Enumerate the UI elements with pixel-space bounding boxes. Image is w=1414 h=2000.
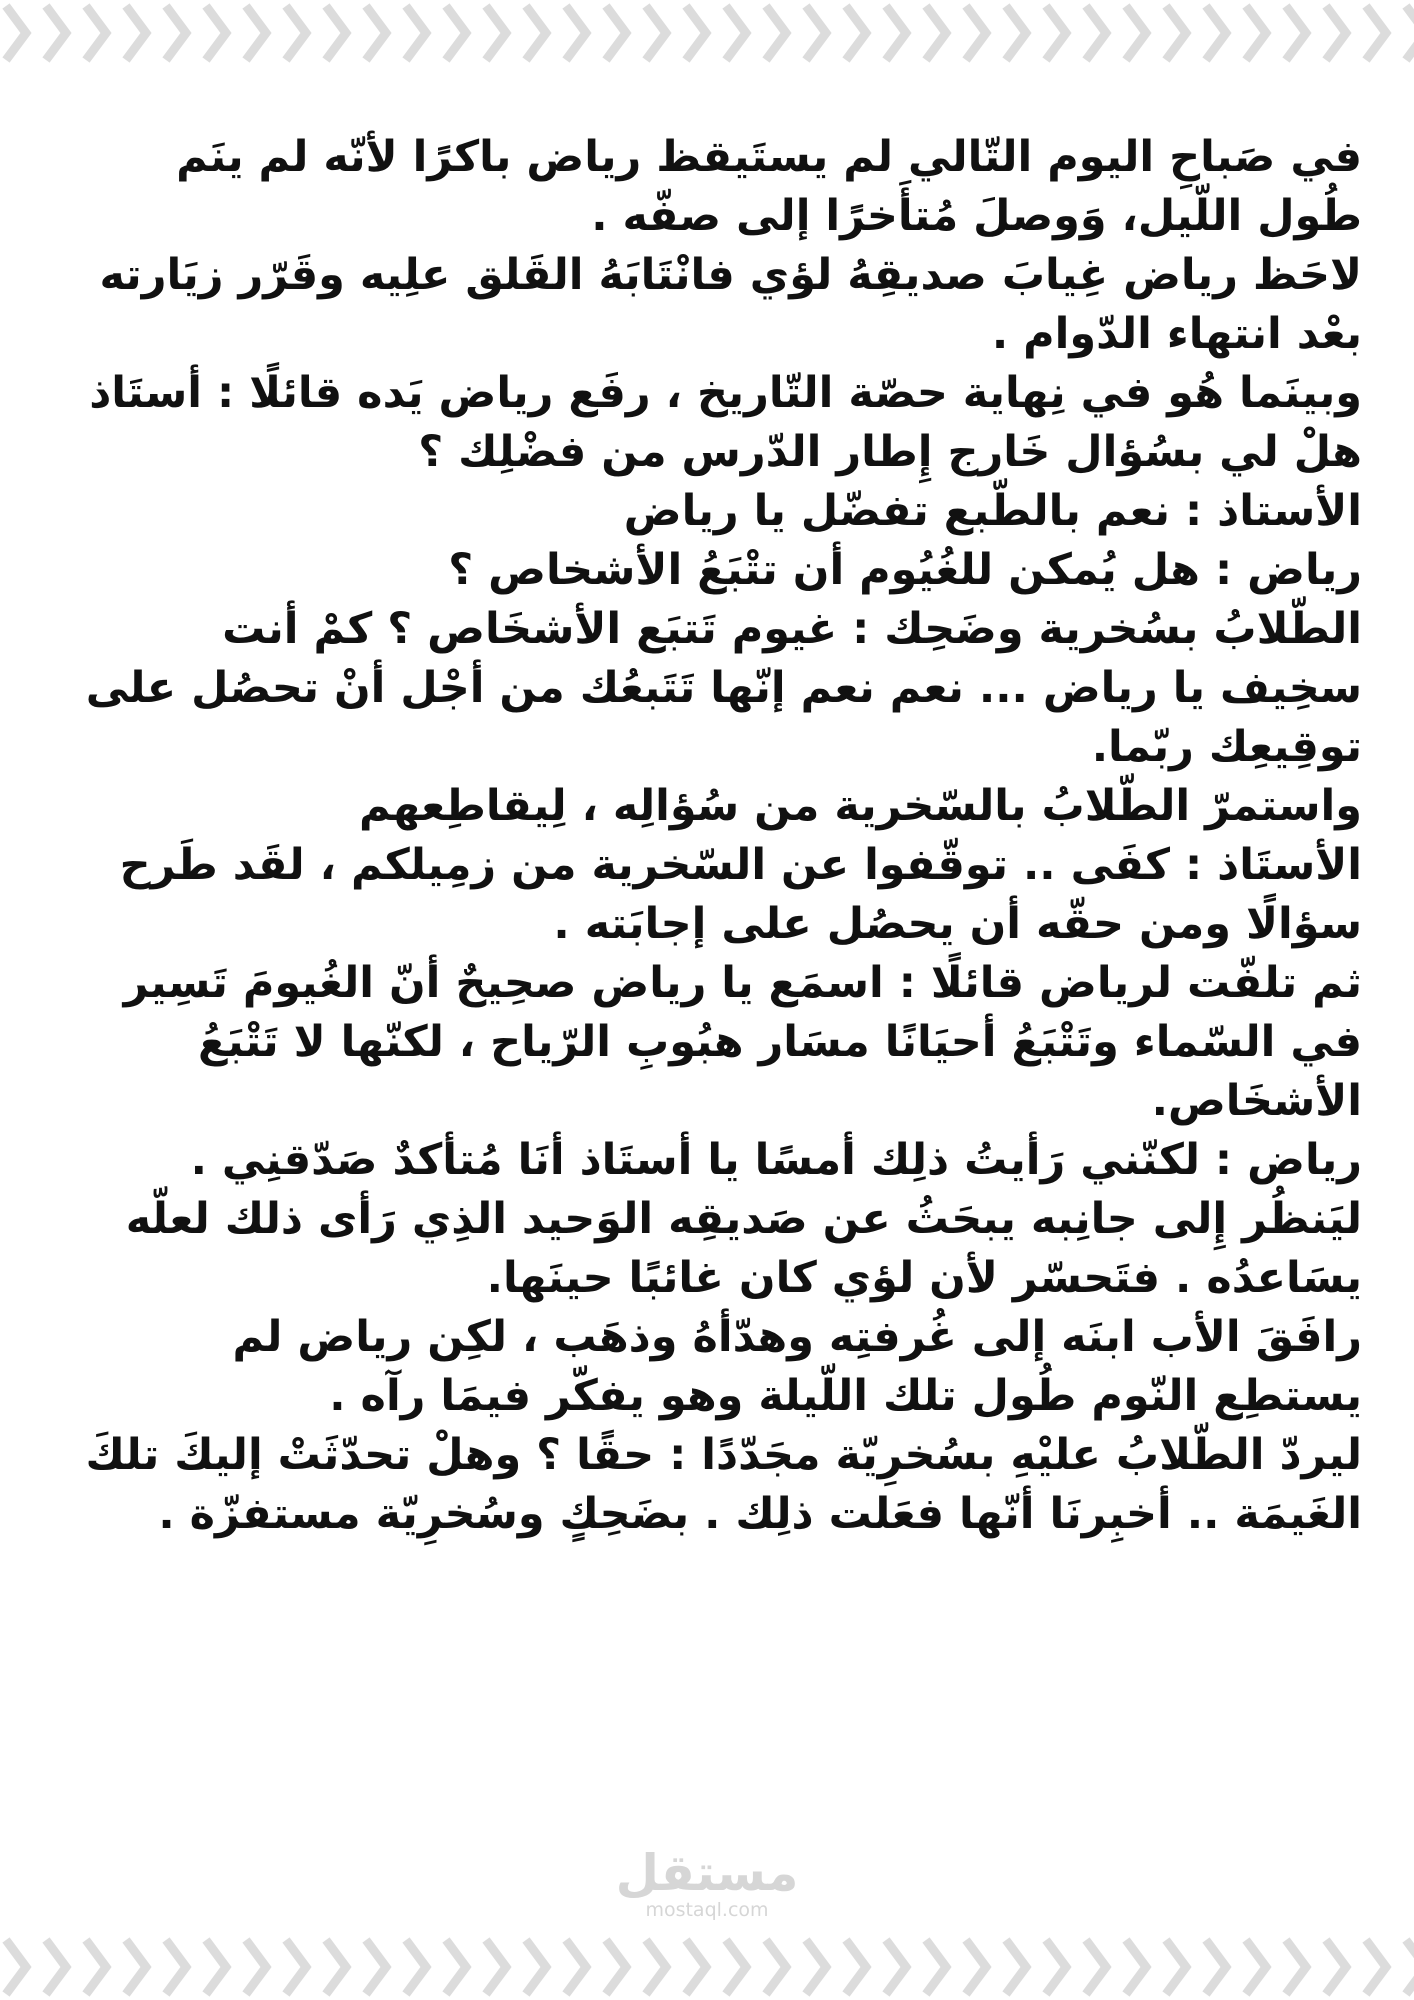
paragraph-9: ثم تلفّت لرياض قائلًا : اسمَع يا رياض صحِيحٌ أنّ الغُيومَ تَسِير في السّماء وتَتْبَعُ أحيَانًا مسَار هبُوبِ الرّياح ، لكنّها لا تَتْبَعُ الأشخَاص.	[123, 958, 1362, 1126]
paragraph-3: وبينَما هُو في نِهاية حصّة التّاريخ ، رفَع رياض يَده قائلًا : أستَاذ هلْ لي بسُؤال خَارج إِطار الدّرس من فضْلِك ؟	[89, 368, 1362, 477]
story-text	[82, 128, 1362, 1544]
top-chevron-pattern	[0, 0, 1414, 66]
paragraph-11: رافَقَ الأب ابنَه إلى غُرفتِه وهدّأهُ وذهَب ، لكِن رياض لم يستطِع النّوم طُول تلك اللّيلة وهو يفكّر فيمَا رآه .	[232, 1312, 1362, 1421]
paragraph-2: لاحَظ رياض غِيابَ صديقِهُ لؤي فانْتَابَهُ القَلق علِيه وقَرّر زيَارته بعْد انتهاء الدّوام .	[99, 250, 1362, 359]
paragraph-12: ليردّ الطّلابُ عليْهِ بسُخرِيّة مجَدّدًا : حقًا ؟ وهلْ تحدّثَتْ إليكَ تلكَ الغَيمَة .. أخبِرنَا أنّها فعَلت ذلِك . بضَحِكٍ وسُخرِيّة مستفزّة .	[85, 1430, 1362, 1539]
watermark-site: mostaql.com	[645, 1899, 769, 1921]
paragraph-5: رياض : هل يُمكن للغُيُوم أن تتْبَعُ الأشخاص ؟	[448, 545, 1362, 595]
top-chevron-border	[0, 0, 1414, 66]
paragraph-4: الأستاذ : نعم بالطّبع تفضّل يا رياض	[623, 486, 1362, 536]
bottom-chevron-pattern	[0, 1934, 1414, 2000]
paragraph-8: الأستَاذ : كفَى .. توقّفوا عن السّخرية من زمِيلكم ، لقَد طَرح سؤالًا ومن حقّه أن يحصُل على إجابَته .	[119, 840, 1362, 949]
mostaql-watermark	[612, 1846, 802, 1920]
paragraph-7: واستمرّ الطّلابُ بالسّخرية من سُؤالِه ، لِيقاطِعهم	[358, 781, 1362, 831]
watermark-brand: مستقل	[615, 1844, 799, 1902]
paragraph-1: في صَباحِ اليوم التّالي لم يستَيقظ رياض باكرًا لأنّه لم ينَم طُول اللّيل، وَوصلَ مُتأَخرًا إلى صفّه .	[176, 132, 1362, 241]
paragraph-10: رياض : لكنّني رَأيتُ ذلِك أمسًا يا أستَاذ أنَا مُتأكدٌ صَدّقنِي . ليَنظُر إِلى جانِبه يبحَثُ عن صَديقِه الوَحيد الذِي رَأى ذلك لعلّه يسَاعدُه . فتَحسّر لأن لؤي كان غائبًا حينَها.	[125, 1135, 1362, 1303]
paragraph-6: الطّلابُ بسُخرية وضَحِك : غيوم تَتبَع الأشخَاص ؟ كمْ أنت سخِيف يا رياض ... نعم نعم إنّها تَتَبعُك من أجْل أنْ تحصُل على توقِيعِك ربّما.	[85, 604, 1362, 772]
bottom-chevron-border	[0, 1934, 1414, 2000]
